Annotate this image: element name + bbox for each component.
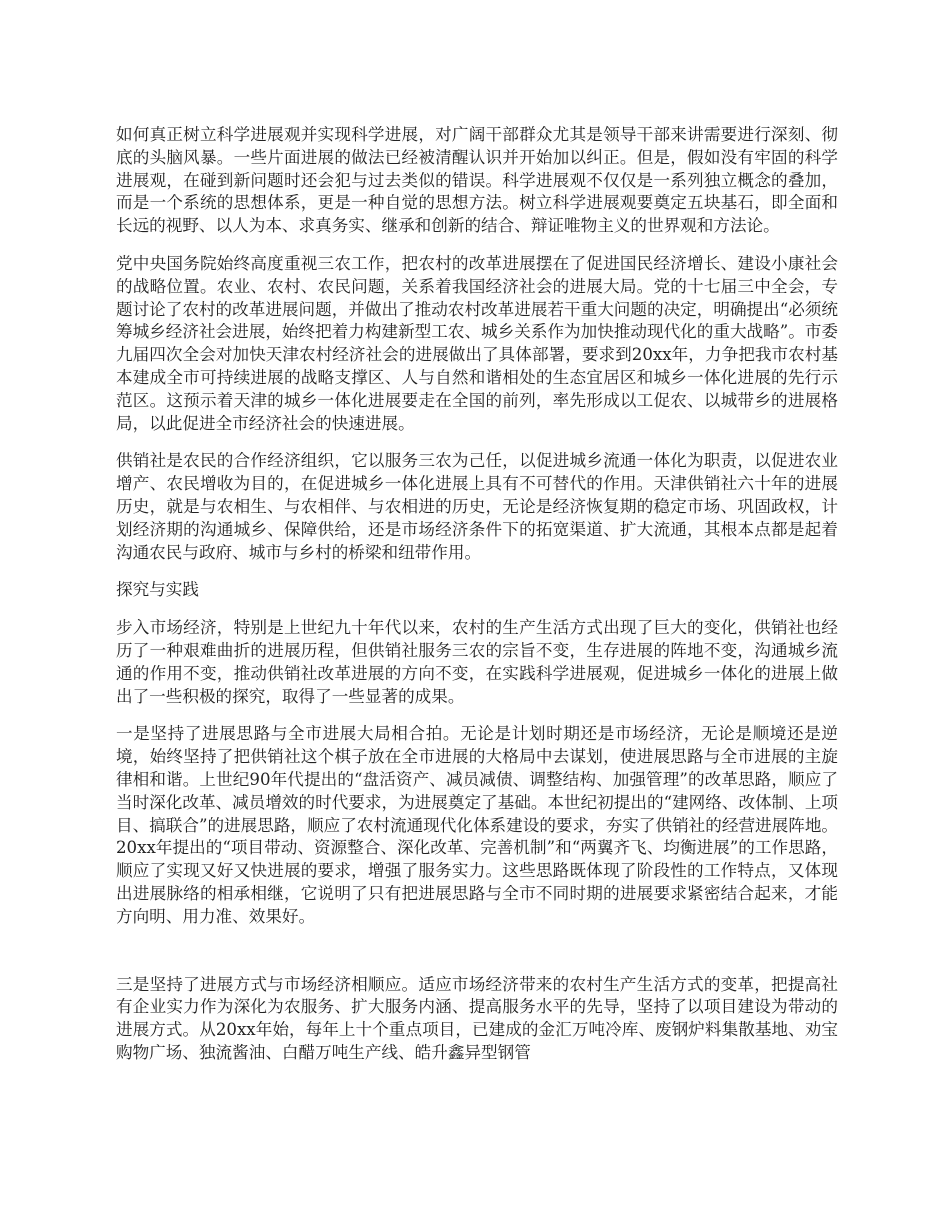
paragraph-5: 一是坚持了进展思路与全市进展大局相合拍。无论是计划时期还是市场经济，无论是顺境还是逆境，始终坚持了把供销社这个棋子放在全市进展的大格局中去谋划，使进展思路与全市进展的主旋律相和谐。上世纪90年代提出的“盘活资产、减员减债、调整结构、加强管理”的改革思路，顺应了当时深化改革、减员增效的时代要求，为进展奠定了基础。本世纪初提出的“建网络、改体制、上项目、搞联合”的进展思路，顺应了农村流通现代化体系建设的要求，夯实了供销社的经营进展阵地。20xx年提出的“项目带动、资源整合、深化改革、完善机制”和“两翼齐飞、均衡进展”的工作思路，顺应了实现又好又快进展的要求，增强了服务实力。这些思路既体现了阶段性的工作特点，又体现出进展脉络的相承相继，它说明了只有把进展思路与全市不同时期的进展要求紧密结合起来，才能方向明、用力准、效果好。 bbox=[116, 724, 839, 926]
document-page bbox=[116, 124, 838, 1080]
paragraph-4: 步入市场经济，特别是上世纪九十年代以来，农村的生产生活方式出现了巨大的变化，供销社也经历了一种艰难曲折的进展历程，但供销社服务三农的宗旨不变，生存进展的阵地不变，沟通城乡流通的作用不变，推动供销社改革进展的方向不变，在实践科学进展观，促进城乡一体化的进展上做出了一些积极的探究，取得了一些显著的成果。 bbox=[116, 618, 838, 706]
paragraph-2: 党中央国务院始终高度重视三农工作，把农村的改革进展摆在了促进国民经济增长、建设小康社会的战略位置。农业、农村、农民问题，关系着我国经济社会的进展大局。党的十七届三中全会，专题讨论了农村的改革进展问题，并做出了推动农村改革进展若干重大问题的决定，明确提出“必须统筹城乡经济社会进展，始终把着力构建新型工农、城乡关系作为加快推动现代化的重大战略”。市委九届四次全会对加快天津农村经济社会的进展做出了具体部署，要求到20xx年，力争把我市农村基本建成全市可持续进展的战略支撑区、人与自然和谐相处的生态宜居区和城乡一体化进展的先行示范区。这预示着天津的城乡一体化进展要走在全国的前列，率先形成以工促农、以城带乡的进展格局，以此促进全市经济社会的快速进展。 bbox=[116, 253, 839, 433]
section-heading: 探究与实践 bbox=[116, 580, 199, 600]
paragraph-3: 供销社是农民的合作经济组织，它以服务三农为己任，以促进城乡流通一体化为职责，以促进农业增产、农民增收为目的，在促进城乡一体化进展上具有不可替代的作用。天津供销社六十年的进展历史，就是与农相生、与农相伴、与农相进的历史，无论是经济恢复期的稳定市场、巩固政权，计划经济期的沟通城乡、保障供给，还是市场经济条件下的拓宽渠道、扩大流通，其根本点都是起着沟通农民与政府、城市与乡村的桥梁和纽带作用。 bbox=[116, 451, 838, 562]
paragraph-1: 如何真正树立科学进展观并实现科学进展，对广阔干部群众尤其是领导干部来讲需要进行深刻、彻底的头脑风暴。一些片面进展的做法已经被清醒认识并开始加以纠正。但是，假如没有牢固的科学进展观，在碰到新问题时还会犯与过去类似的错误。科学进展观不仅仅是一系列独立概念的叠加，而是一个系统的思想体系，更是一种自觉的思想方法。树立科学进展观要奠定五块基石，即全面和长远的视野、以人为本、求真务实、继承和创新的结合、辩证唯物主义的世界观和方法论。 bbox=[116, 125, 838, 236]
paragraph-6: 三是坚持了进展方式与市场经济相顺应。适应市场经济带来的农村生产生活方式的变革，把提高社有企业实力作为深化为农服务、扩大服务内涵、提高服务水平的先导，坚持了以项目建设为带动的进展方式。从20xx年始，每年上十个重点项目，已建成的金汇万吨冷库、废钢炉料集散基地、劝宝购物广场、独流酱油、白醋万吨生产线、皓升鑫异型钢管 bbox=[116, 974, 838, 1062]
